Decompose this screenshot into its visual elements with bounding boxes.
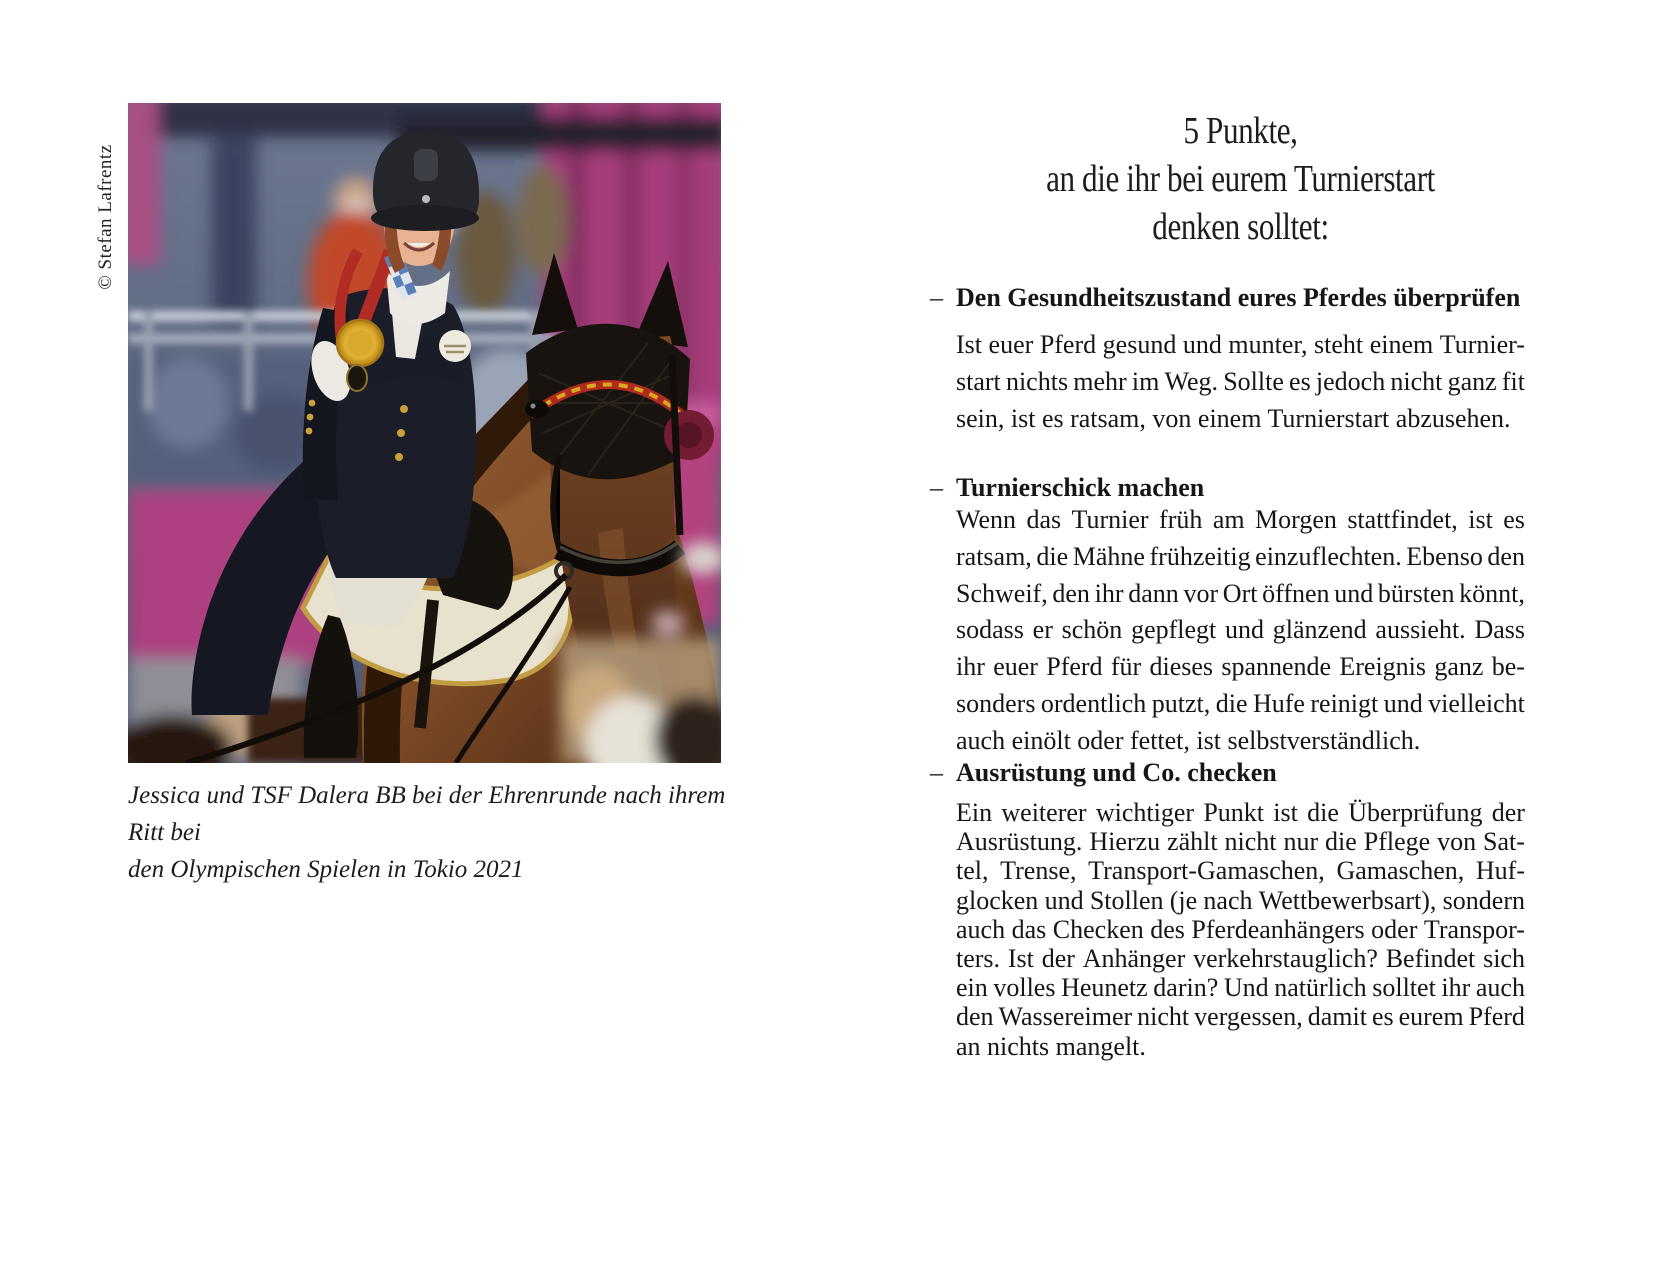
section-paragraph-gesundheitszustand [956, 327, 1525, 437]
text-line: Ist euer Pferd gesund und munter, steht einem Turnier- [956, 330, 1525, 359]
caption-line-2: den Olympischen Spielen in Tokio 2021 [128, 856, 524, 883]
text-line: sonders ordentlich putzt, die Hufe reinigt und vielleicht [956, 688, 1525, 718]
text-line: start nichts mehr im Weg. Sollte es jedoch nicht ganz fit [956, 366, 1525, 396]
text-line: an nichts mangelt. [956, 1031, 1146, 1061]
section-heading-text: Den Gesundheitszustand eures Pferdes überprüfen [956, 283, 1521, 312]
eagle-badge [347, 365, 367, 391]
text-line: Schweif, den ihr dann vor Ort öffnen und bürsten könnt, [956, 578, 1525, 608]
section-heading-turnierschick [930, 473, 1525, 503]
text-line: tel, Trense, Transport-Gamaschen, Gamaschen, Huf- [956, 856, 1525, 886]
photo-credit [95, 108, 117, 326]
text-line: ein volles Heunetz darin? Und natürlich solltet ihr auch [956, 973, 1525, 1003]
text-line: den Wassereimer nicht vergessen, damit es eurem Pferd [956, 1002, 1525, 1032]
photo-credit-text: © Stefan Lafrentz [95, 144, 116, 290]
text-line: auch einölt oder fettet, ist selbstverständlich. [956, 725, 1421, 755]
title-line-3: denken solltet: [1152, 206, 1329, 248]
photo-caption [128, 777, 728, 888]
horse-eye [525, 400, 549, 418]
title-line-1: 5 Punkte, [1183, 110, 1298, 152]
section-paragraph-turnierschick [956, 502, 1525, 760]
text-line: ters. Ist der Anhänger verkehrstauglich? Befindet sich [956, 944, 1525, 974]
text-line: auch das Checken des Pferdeanhängers oder Transpor- [956, 914, 1525, 944]
caption-line-1: Jessica und TSF Dalera BB bei der Ehrenrunde nach ihrem Ritt bei [128, 782, 726, 846]
text-line: Wenn das Turnier früh am Morgen stattfindet, ist es [956, 505, 1525, 534]
section-heading-gesundheitszustand [930, 283, 1525, 313]
section-heading-text: Ausrüstung und Co. checken [956, 758, 1277, 787]
text-line: Ein weiterer wichtiger Punkt ist die Überprüfung der [956, 798, 1525, 827]
page-title [956, 107, 1525, 251]
horse-and-rider-illustration [128, 103, 721, 763]
text-line: glocken und Stollen (je nach Wettbewerbsart), sondern [956, 885, 1525, 915]
side-strap [553, 455, 560, 551]
section-paragraph-ausruestung [956, 798, 1525, 1061]
text-line: Ausrüstung. Hierzu zählt nicht nur die Pflege von Sat- [956, 827, 1525, 857]
text-line: sodass er schön gepflegt und glänzend aussieht. Dass [956, 615, 1525, 645]
bullet-dash: – [930, 283, 943, 312]
bullet-dash: – [930, 758, 943, 787]
text-line: sein, ist es ratsam, von einem Turnierstart abzusehen. [956, 403, 1511, 433]
title-line-2: an die ihr bei eurem Turnierstart [1046, 158, 1435, 200]
text-line: ihr euer Pferd für dieses spannende Ereignis ganz be- [956, 652, 1525, 682]
dressage-rider-photo [128, 103, 721, 763]
section-heading-ausruestung [930, 758, 1525, 788]
text-line: ratsam, die Mähne frühzeitig einzuflechten. Ebenso den [956, 541, 1525, 571]
bullet-dash: – [930, 473, 943, 502]
section-heading-text: Turnierschick machen [956, 473, 1205, 502]
